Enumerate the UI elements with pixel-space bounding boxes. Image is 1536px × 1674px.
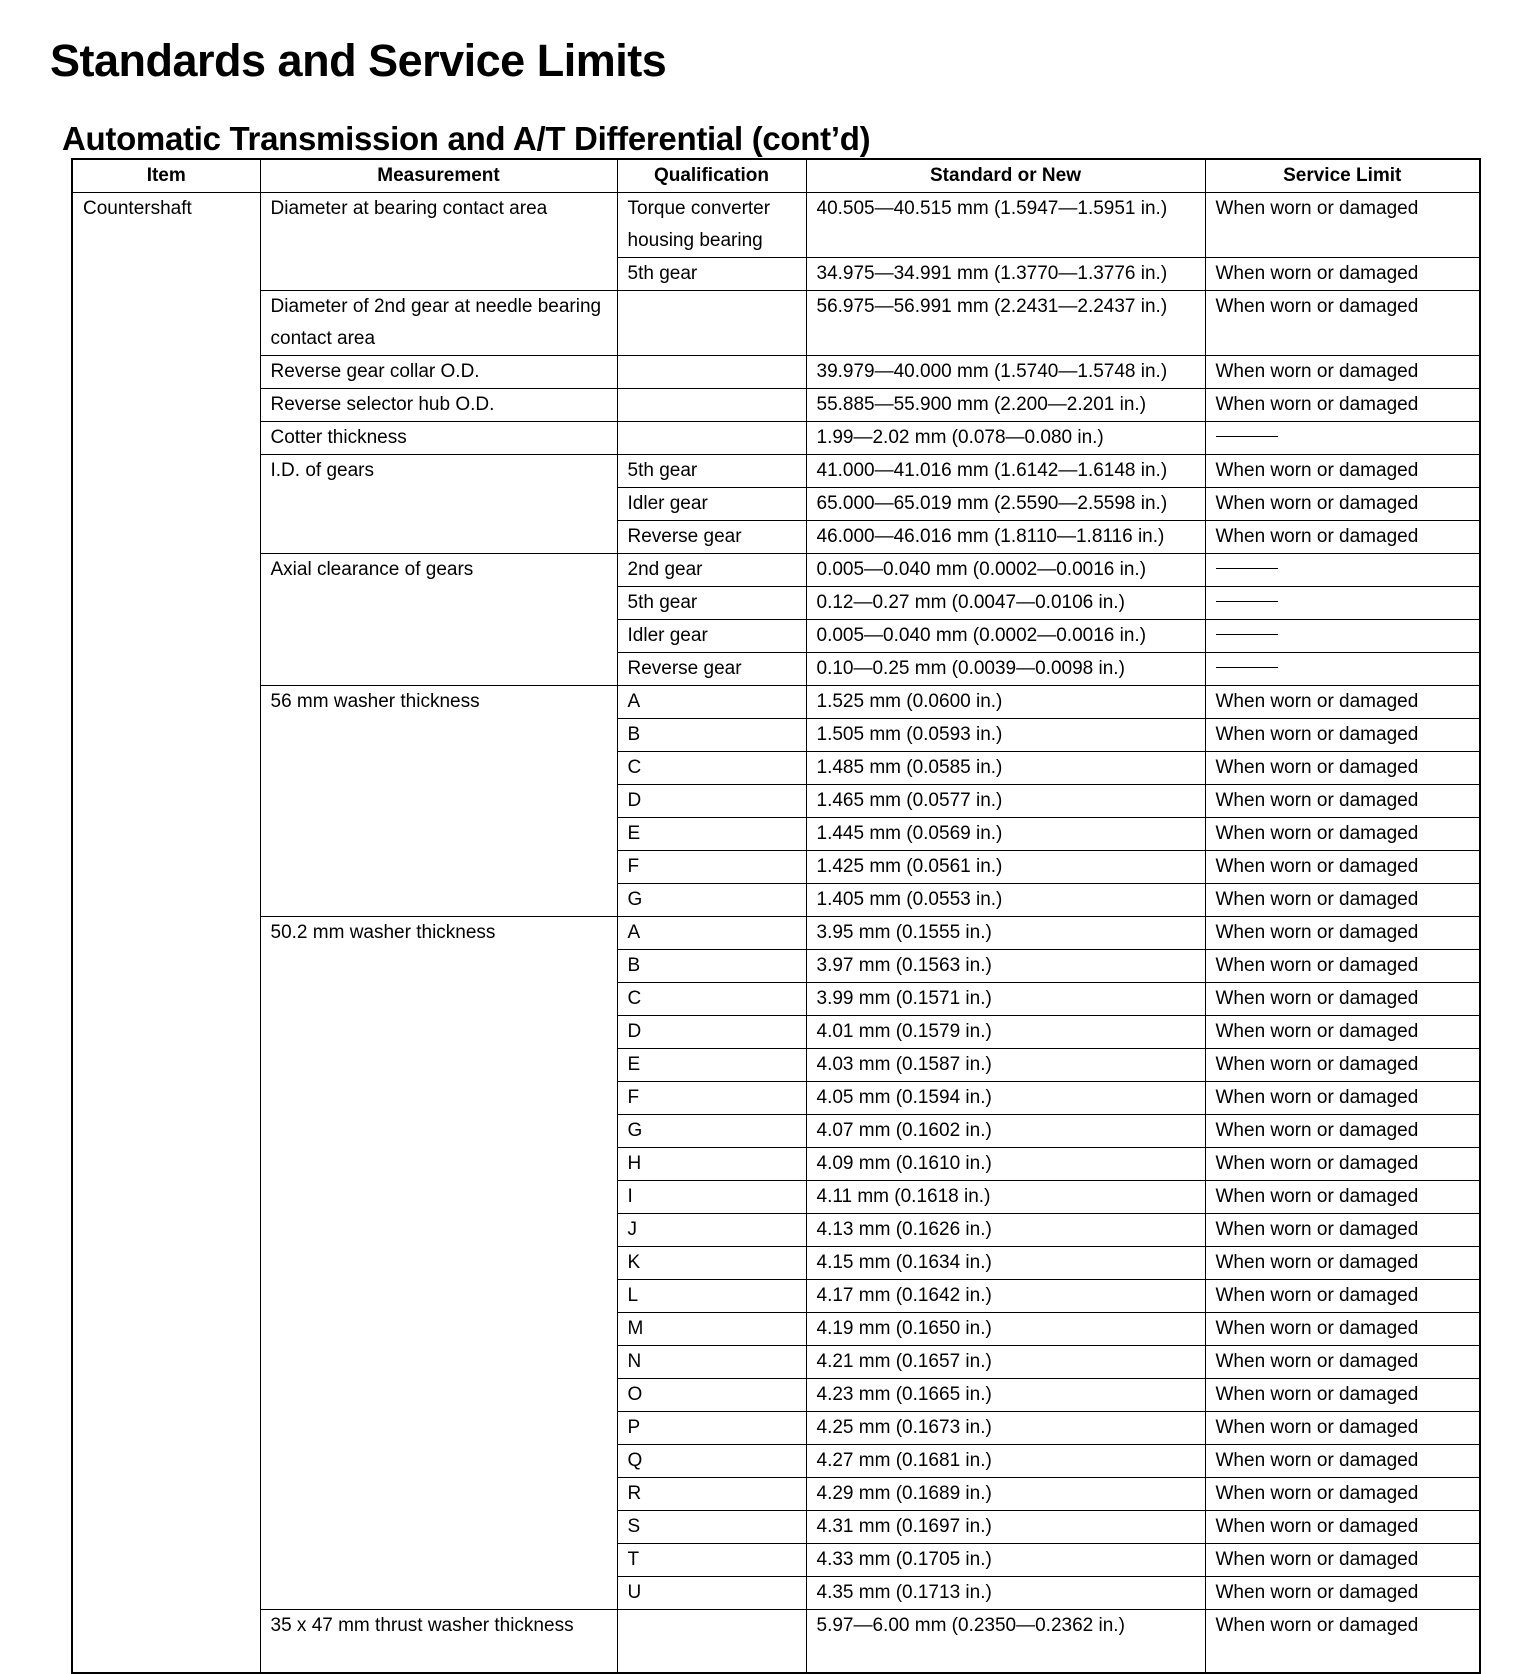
service-limit-cell: When worn or damaged	[1205, 389, 1480, 422]
qualification-cell: G	[617, 1115, 806, 1148]
standard-cell: 4.11 mm (0.1618 in.)	[806, 1181, 1205, 1214]
qualification-cell: Torque converter housing bearing	[617, 193, 806, 258]
qualification-cell: Reverse gear	[617, 521, 806, 554]
column-header-service-limit: Service Limit	[1205, 159, 1480, 193]
service-limit-cell: When worn or damaged	[1205, 818, 1480, 851]
qualification-cell	[617, 1610, 806, 1674]
no-limit-dash	[1216, 436, 1278, 437]
page-title: Standards and Service Limits	[50, 35, 667, 86]
measurement-cell: Reverse selector hub O.D.	[260, 389, 617, 422]
service-limit-cell: When worn or damaged	[1205, 884, 1480, 917]
qualification-cell	[617, 356, 806, 389]
qualification-cell: E	[617, 818, 806, 851]
column-header-item: Item	[72, 159, 260, 193]
standard-cell: 4.31 mm (0.1697 in.)	[806, 1511, 1205, 1544]
qualification-cell: 5th gear	[617, 587, 806, 620]
service-limit-cell: When worn or damaged	[1205, 1544, 1480, 1577]
qualification-cell: P	[617, 1412, 806, 1445]
qualification-cell: M	[617, 1313, 806, 1346]
qualification-cell: D	[617, 785, 806, 818]
qualification-cell: C	[617, 752, 806, 785]
service-limit-cell: When worn or damaged	[1205, 1478, 1480, 1511]
measurement-cell: Axial clearance of gears	[260, 554, 617, 686]
standard-cell: 34.975—34.991 mm (1.3770—1.3776 in.)	[806, 258, 1205, 291]
measurement-cell: 56 mm washer thickness	[260, 686, 617, 917]
no-limit-dash	[1216, 601, 1278, 602]
standard-cell: 1.445 mm (0.0569 in.)	[806, 818, 1205, 851]
service-limit-cell	[1205, 554, 1480, 587]
table-row	[72, 193, 1480, 258]
table-row	[72, 422, 1480, 455]
qualification-cell: B	[617, 719, 806, 752]
standard-cell: 4.17 mm (0.1642 in.)	[806, 1280, 1205, 1313]
table-row	[72, 389, 1480, 422]
service-limit-cell: When worn or damaged	[1205, 291, 1480, 356]
standard-cell: 4.19 mm (0.1650 in.)	[806, 1313, 1205, 1346]
qualification-cell: 2nd gear	[617, 554, 806, 587]
service-limit-cell: When worn or damaged	[1205, 1082, 1480, 1115]
qualification-cell: J	[617, 1214, 806, 1247]
service-limit-cell: When worn or damaged	[1205, 521, 1480, 554]
standard-cell: 65.000—65.019 mm (2.5590—2.5598 in.)	[806, 488, 1205, 521]
qualification-cell: F	[617, 851, 806, 884]
table-header	[72, 159, 1480, 193]
standard-cell: 1.425 mm (0.0561 in.)	[806, 851, 1205, 884]
standard-cell: 1.485 mm (0.0585 in.)	[806, 752, 1205, 785]
qualification-cell: C	[617, 983, 806, 1016]
measurement-cell: Cotter thickness	[260, 422, 617, 455]
service-limit-cell: When worn or damaged	[1205, 1115, 1480, 1148]
service-limit-cell: When worn or damaged	[1205, 719, 1480, 752]
no-limit-dash	[1216, 634, 1278, 635]
no-limit-dash	[1216, 568, 1278, 569]
standard-cell: 4.03 mm (0.1587 in.)	[806, 1049, 1205, 1082]
qualification-cell: N	[617, 1346, 806, 1379]
standard-cell: 4.33 mm (0.1705 in.)	[806, 1544, 1205, 1577]
service-limit-cell: When worn or damaged	[1205, 1412, 1480, 1445]
standard-cell: 3.97 mm (0.1563 in.)	[806, 950, 1205, 983]
service-limit-cell: When worn or damaged	[1205, 950, 1480, 983]
service-limit-cell: When worn or damaged	[1205, 983, 1480, 1016]
table-row	[72, 356, 1480, 389]
qualification-cell: F	[617, 1082, 806, 1115]
standard-cell: 1.405 mm (0.0553 in.)	[806, 884, 1205, 917]
table-row	[72, 917, 1480, 950]
service-limit-cell: When worn or damaged	[1205, 851, 1480, 884]
qualification-cell: T	[617, 1544, 806, 1577]
qualification-cell: A	[617, 686, 806, 719]
qualification-cell: I	[617, 1181, 806, 1214]
standard-cell: 55.885—55.900 mm (2.200—2.201 in.)	[806, 389, 1205, 422]
qualification-cell: Q	[617, 1445, 806, 1478]
service-limit-cell: When worn or damaged	[1205, 193, 1480, 258]
standard-cell: 4.21 mm (0.1657 in.)	[806, 1346, 1205, 1379]
measurement-cell: Reverse gear collar O.D.	[260, 356, 617, 389]
table-row	[72, 291, 1480, 356]
standard-cell: 4.01 mm (0.1579 in.)	[806, 1016, 1205, 1049]
service-limit-cell	[1205, 620, 1480, 653]
standard-cell: 4.09 mm (0.1610 in.)	[806, 1148, 1205, 1181]
service-limit-cell: When worn or damaged	[1205, 1049, 1480, 1082]
table-row	[72, 554, 1480, 587]
service-limit-cell: When worn or damaged	[1205, 1577, 1480, 1610]
standard-cell: 3.99 mm (0.1571 in.)	[806, 983, 1205, 1016]
service-limit-cell: When worn or damaged	[1205, 1214, 1480, 1247]
column-header-measurement: Measurement	[260, 159, 617, 193]
service-limit-cell: When worn or damaged	[1205, 1346, 1480, 1379]
header-row	[72, 159, 1480, 193]
qualification-cell: Reverse gear	[617, 653, 806, 686]
qualification-cell: 5th gear	[617, 258, 806, 291]
standard-cell: 0.10—0.25 mm (0.0039—0.0098 in.)	[806, 653, 1205, 686]
service-limit-cell: When worn or damaged	[1205, 1148, 1480, 1181]
column-header-qualification: Qualification	[617, 159, 806, 193]
measurement-cell: 50.2 mm washer thickness	[260, 917, 617, 1610]
table-row	[72, 686, 1480, 719]
standard-cell: 1.465 mm (0.0577 in.)	[806, 785, 1205, 818]
qualification-cell: B	[617, 950, 806, 983]
measurement-cell: 35 x 47 mm thrust washer thickness	[260, 1610, 617, 1674]
standard-cell: 1.505 mm (0.0593 in.)	[806, 719, 1205, 752]
qualification-cell: U	[617, 1577, 806, 1610]
standard-cell: 1.99—2.02 mm (0.078—0.080 in.)	[806, 422, 1205, 455]
table-row	[72, 455, 1480, 488]
standard-cell: 0.12—0.27 mm (0.0047—0.0106 in.)	[806, 587, 1205, 620]
qualification-cell: H	[617, 1148, 806, 1181]
standard-cell: 4.23 mm (0.1665 in.)	[806, 1379, 1205, 1412]
standard-cell: 1.525 mm (0.0600 in.)	[806, 686, 1205, 719]
service-limit-cell: When worn or damaged	[1205, 1313, 1480, 1346]
service-limit-cell: When worn or damaged	[1205, 917, 1480, 950]
qualification-cell: S	[617, 1511, 806, 1544]
qualification-cell: A	[617, 917, 806, 950]
service-limit-cell	[1205, 587, 1480, 620]
qualification-cell: L	[617, 1280, 806, 1313]
standard-cell: 4.35 mm (0.1713 in.)	[806, 1577, 1205, 1610]
service-limit-cell: When worn or damaged	[1205, 455, 1480, 488]
service-limit-cell: When worn or damaged	[1205, 1280, 1480, 1313]
qualification-cell: E	[617, 1049, 806, 1082]
standard-cell: 4.13 mm (0.1626 in.)	[806, 1214, 1205, 1247]
table-row	[72, 1610, 1480, 1674]
standard-cell: 5.97—6.00 mm (0.2350—0.2362 in.)	[806, 1610, 1205, 1674]
measurement-cell: I.D. of gears	[260, 455, 617, 554]
qualification-cell: R	[617, 1478, 806, 1511]
service-limit-cell: When worn or damaged	[1205, 1379, 1480, 1412]
standard-cell: 3.95 mm (0.1555 in.)	[806, 917, 1205, 950]
standard-cell: 4.27 mm (0.1681 in.)	[806, 1445, 1205, 1478]
standard-cell: 4.15 mm (0.1634 in.)	[806, 1247, 1205, 1280]
standard-cell: 0.005—0.040 mm (0.0002—0.0016 in.)	[806, 620, 1205, 653]
standard-cell: 4.07 mm (0.1602 in.)	[806, 1115, 1205, 1148]
service-limit-cell: When worn or damaged	[1205, 752, 1480, 785]
standard-cell: 40.505—40.515 mm (1.5947—1.5951 in.)	[806, 193, 1205, 258]
table-body	[72, 193, 1480, 1674]
service-limit-cell	[1205, 653, 1480, 686]
service-limit-cell: When worn or damaged	[1205, 1511, 1480, 1544]
service-limit-cell: When worn or damaged	[1205, 1181, 1480, 1214]
qualification-cell	[617, 422, 806, 455]
qualification-cell: 5th gear	[617, 455, 806, 488]
qualification-cell: G	[617, 884, 806, 917]
standard-cell: 41.000—41.016 mm (1.6142—1.6148 in.)	[806, 455, 1205, 488]
service-limit-cell	[1205, 422, 1480, 455]
service-limit-cell: When worn or damaged	[1205, 488, 1480, 521]
service-limit-cell: When worn or damaged	[1205, 686, 1480, 719]
qualification-cell: Idler gear	[617, 620, 806, 653]
measurement-cell: Diameter at bearing contact area	[260, 193, 617, 291]
service-limit-cell: When worn or damaged	[1205, 258, 1480, 291]
service-limit-cell: When worn or damaged	[1205, 1016, 1480, 1049]
measurement-cell: Diameter of 2nd gear at needle bearing contact area	[260, 291, 617, 356]
standard-cell: 0.005—0.040 mm (0.0002—0.0016 in.)	[806, 554, 1205, 587]
standard-cell: 4.29 mm (0.1689 in.)	[806, 1478, 1205, 1511]
qualification-cell: Idler gear	[617, 488, 806, 521]
standard-cell: 4.05 mm (0.1594 in.)	[806, 1082, 1205, 1115]
qualification-cell: O	[617, 1379, 806, 1412]
service-limit-cell: When worn or damaged	[1205, 1610, 1480, 1674]
qualification-cell: K	[617, 1247, 806, 1280]
qualification-cell	[617, 291, 806, 356]
no-limit-dash	[1216, 667, 1278, 668]
item-cell: Countershaft	[72, 193, 260, 1674]
qualification-cell: D	[617, 1016, 806, 1049]
standard-cell: 39.979—40.000 mm (1.5740—1.5748 in.)	[806, 356, 1205, 389]
specifications-table	[71, 158, 1481, 1674]
standard-cell: 56.975—56.991 mm (2.2431—2.2437 in.)	[806, 291, 1205, 356]
service-limit-cell: When worn or damaged	[1205, 356, 1480, 389]
column-header-standard: Standard or New	[806, 159, 1205, 193]
section-title: Automatic Transmission and A/T Differential (cont’d)	[62, 120, 871, 157]
service-limit-cell: When worn or damaged	[1205, 1247, 1480, 1280]
standard-cell: 4.25 mm (0.1673 in.)	[806, 1412, 1205, 1445]
service-limit-cell: When worn or damaged	[1205, 785, 1480, 818]
standard-cell: 46.000—46.016 mm (1.8110—1.8116 in.)	[806, 521, 1205, 554]
service-limit-cell: When worn or damaged	[1205, 1445, 1480, 1478]
qualification-cell	[617, 389, 806, 422]
